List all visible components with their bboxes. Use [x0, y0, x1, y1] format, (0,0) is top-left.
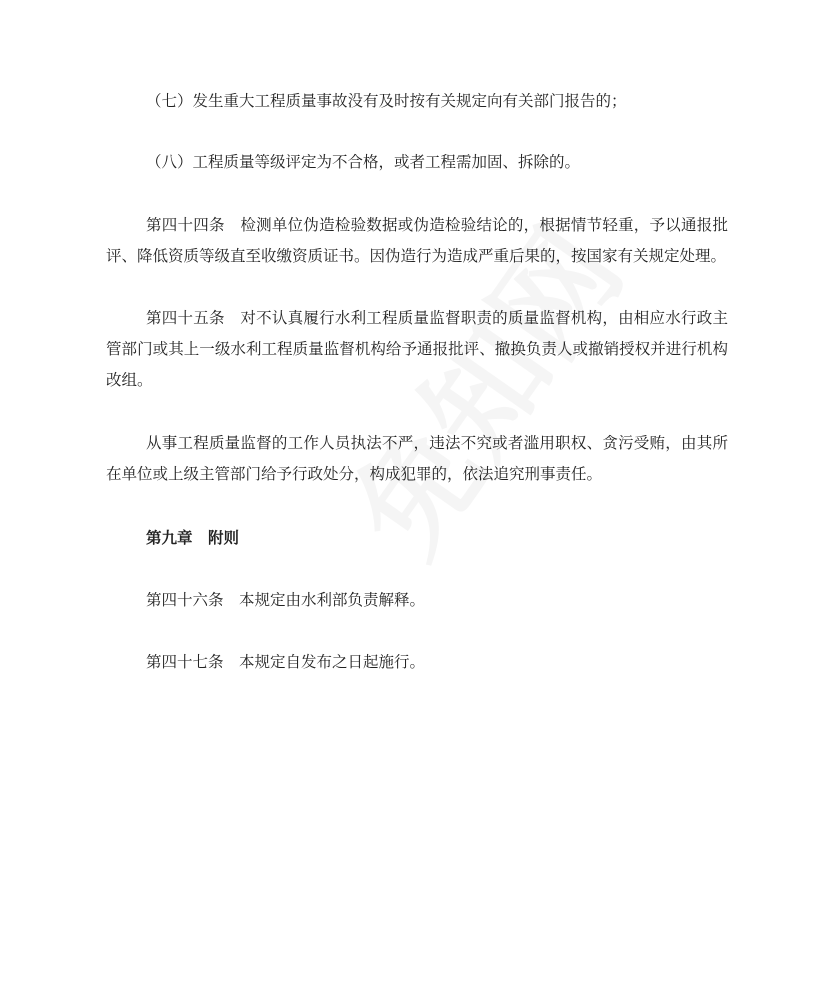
- article-45: 第四十五条 对不认真履行水利工程质量监督职责的质量监督机构，由相应水行政主管部门或其上一级水利工程质量监督机构给予通报批评、撤换负责人或撤销授权并进行机构改组。: [106, 309, 728, 389]
- article-44: 第四十四条 检测单位伪造检验数据或伪造检验结论的，根据情节轻重，予以通报批评、降低资质等级直至收缴资质证书。因伪造行为造成严重后果的，按国家有关规定处理。: [106, 216, 728, 265]
- article-47: 第四十七条 本规定自发布之日起施行。: [146, 653, 426, 671]
- supervisor-liability-paragraph: 从事工程质量监督的工作人员执法不严，违法不究或者滥用职权、贪污受贿，由其所在单位或上级主管部门给予行政处分，构成犯罪的，依法追究刑事责任。: [106, 434, 728, 483]
- clause-7: （七）发生重大工程质量事故没有及时按有关规定向有关部门报告的；: [146, 92, 627, 110]
- article-46: 第四十六条 本规定由水利部负责解释。: [146, 591, 426, 609]
- clause-8: （八）工程质量等级评定为不合格，或者工程需加固、拆除的。: [146, 153, 581, 171]
- chapter-9-heading: 第九章 附则: [146, 529, 240, 547]
